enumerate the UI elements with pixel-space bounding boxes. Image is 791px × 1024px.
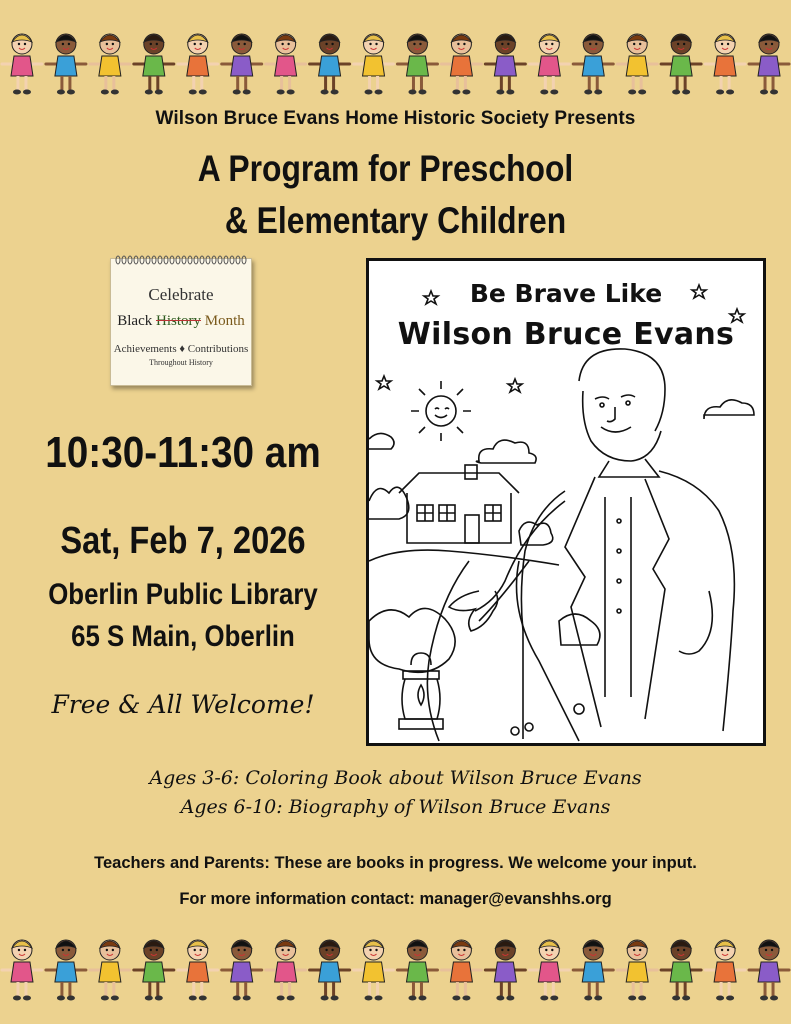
holding-hands-children-icon [0, 30, 791, 102]
child-figure [705, 940, 745, 1001]
card-word-black: Black [117, 313, 153, 329]
holding-hands-children-icon [0, 936, 791, 1008]
child-figure [178, 34, 218, 95]
child-figure [46, 940, 86, 1001]
child-figure [661, 940, 701, 1001]
child-figure [354, 34, 394, 95]
child-figure [178, 940, 218, 1001]
sun-icon [411, 381, 471, 441]
event-time: 10:30-11:30 am [45, 428, 321, 477]
child-figure [573, 34, 613, 95]
event-venue: Oberlin Public Library [48, 578, 318, 611]
child-figure [529, 34, 569, 95]
teachers-parents-note: Teachers and Parents: These are books in progress. We welcome your input. [94, 854, 697, 872]
child-figure [397, 940, 437, 1001]
child-figure [617, 34, 657, 95]
child-figure [573, 940, 613, 1001]
event-date: Sat, Feb 7, 2026 [60, 520, 306, 562]
presenter-line: Wilson Bruce Evans Home Historic Society Presents [155, 108, 636, 129]
child-figure [310, 940, 350, 1001]
program-title-line1: A Program for Preschool [197, 148, 574, 189]
contact-line: For more information contact: manager@evanshhs.org [179, 890, 612, 908]
child-figure [134, 940, 174, 1001]
child-figure [441, 940, 481, 1001]
child-figure [529, 940, 569, 1001]
cover-title-line1: Be Brave Like [469, 279, 663, 308]
child-figure [485, 34, 525, 95]
child-figure [310, 34, 350, 95]
book-cover [366, 258, 766, 746]
black-history-month-card [110, 258, 252, 386]
child-figure [2, 34, 42, 95]
admission-note: Free & All Welcome! [51, 690, 315, 719]
child-figure [222, 940, 262, 1001]
card-black-history-month [111, 313, 251, 330]
card-throughout-history: Throughout History [149, 358, 213, 367]
child-figure [397, 34, 437, 95]
card-achievements: Achievements ♦ Contributions [113, 343, 249, 355]
child-figure [485, 940, 525, 1001]
card-word-history: History [155, 313, 201, 329]
child-figure [749, 940, 789, 1001]
child-figure [46, 34, 86, 95]
child-figure [354, 940, 394, 1001]
child-figure [90, 940, 130, 1001]
child-figure [134, 34, 174, 95]
program-ages-6-10: Ages 6-10: Biography of Wilson Bruce Evans [180, 796, 611, 818]
child-figure [266, 940, 306, 1001]
event-address: 65 S Main, Oberlin [71, 620, 295, 653]
child-figure [266, 34, 306, 95]
spiral-binding-icon [115, 255, 247, 265]
child-figure [90, 34, 130, 95]
cover-title-line2: Wilson Bruce Evans [397, 317, 735, 352]
child-figure [617, 940, 657, 1001]
house-icon [399, 465, 519, 543]
child-figure [222, 34, 262, 95]
child-figure [661, 34, 701, 95]
program-ages-3-6: Ages 3-6: Coloring Book about Wilson Bruce Evans [149, 767, 642, 789]
child-figure [2, 940, 42, 1001]
card-word-month: Month [204, 313, 245, 329]
card-celebrate: Celebrate [148, 285, 214, 304]
child-figure [705, 34, 745, 95]
program-title-line2: & Elementary Children [224, 200, 567, 241]
wilson-bruce-evans-figure [449, 349, 734, 739]
kids-border-top [0, 30, 791, 100]
child-figure [441, 34, 481, 95]
lantern-icon [399, 653, 443, 729]
child-figure [749, 34, 789, 95]
kids-border-bottom [0, 936, 791, 1006]
